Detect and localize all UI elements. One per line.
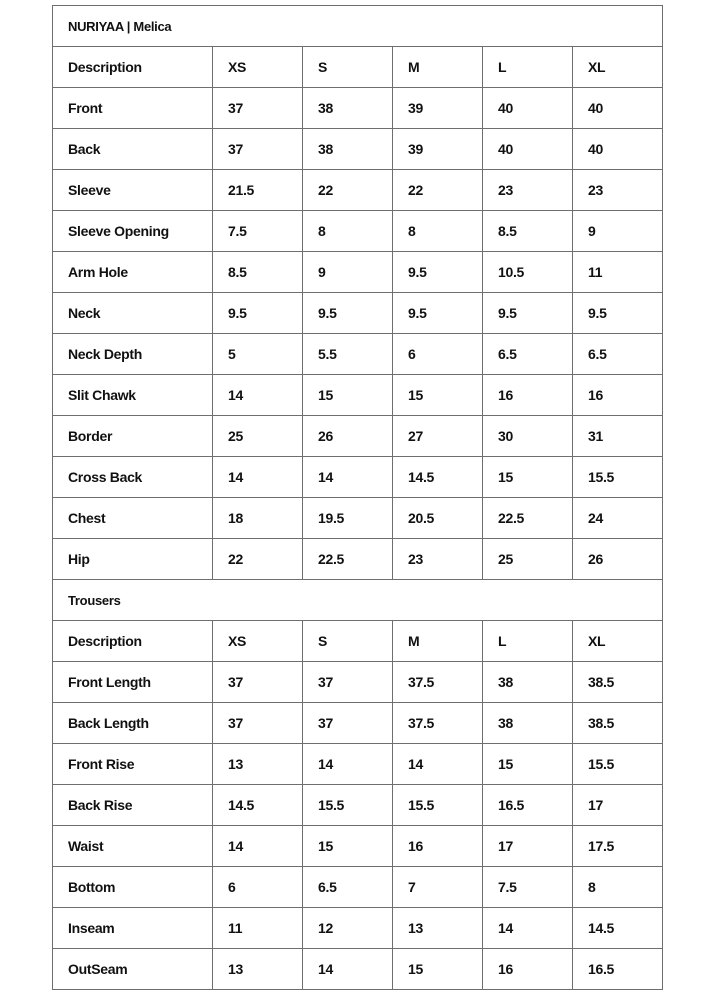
measurement-value: 8 <box>393 211 483 252</box>
measurement-value: 5.5 <box>303 334 393 375</box>
measurement-value: 14 <box>303 949 393 990</box>
trousers-title-row <box>53 580 663 621</box>
column-header-size-xs: XS <box>213 47 303 88</box>
measurement-value: 25 <box>213 416 303 457</box>
measurement-label: Border <box>53 416 213 457</box>
measurement-value: 16.5 <box>483 785 573 826</box>
measurement-value: 37.5 <box>393 662 483 703</box>
measurement-value: 7 <box>393 867 483 908</box>
measurement-label: Chest <box>53 498 213 539</box>
measurement-value: 19.5 <box>303 498 393 539</box>
measurement-value: 15 <box>483 744 573 785</box>
measurement-value: 37 <box>213 129 303 170</box>
measurement-value: 11 <box>573 252 663 293</box>
table-row <box>53 375 663 416</box>
measurement-value: 24 <box>573 498 663 539</box>
measurement-value: 6 <box>393 334 483 375</box>
measurement-value: 17 <box>483 826 573 867</box>
measurement-label: Sleeve <box>53 170 213 211</box>
measurement-value: 13 <box>213 744 303 785</box>
table-row <box>53 785 663 826</box>
measurement-value: 8.5 <box>483 211 573 252</box>
measurement-value: 14 <box>303 744 393 785</box>
table-row <box>53 498 663 539</box>
measurement-label: Slit Chawk <box>53 375 213 416</box>
title-row <box>53 6 663 47</box>
measurement-value: 9.5 <box>573 293 663 334</box>
size-chart-table <box>52 5 663 990</box>
measurement-value: 9.5 <box>213 293 303 334</box>
measurement-label: Hip <box>53 539 213 580</box>
measurement-value: 38.5 <box>573 703 663 744</box>
size-chart-body <box>53 6 663 990</box>
measurement-value: 7.5 <box>213 211 303 252</box>
measurement-value: 17.5 <box>573 826 663 867</box>
column-header-size-m: M <box>393 621 483 662</box>
measurement-value: 11 <box>213 908 303 949</box>
measurement-value: 38 <box>303 129 393 170</box>
measurement-label: Front <box>53 88 213 129</box>
measurement-value: 38 <box>483 662 573 703</box>
measurement-value: 30 <box>483 416 573 457</box>
table-row <box>53 334 663 375</box>
measurement-value: 38 <box>303 88 393 129</box>
measurement-value: 6.5 <box>573 334 663 375</box>
measurement-value: 21.5 <box>213 170 303 211</box>
measurement-value: 16 <box>573 375 663 416</box>
measurement-value: 7.5 <box>483 867 573 908</box>
measurement-label: Back <box>53 129 213 170</box>
measurement-value: 14.5 <box>573 908 663 949</box>
table-row <box>53 826 663 867</box>
measurement-value: 14 <box>213 826 303 867</box>
measurement-label: OutSeam <box>53 949 213 990</box>
measurement-value: 9.5 <box>483 293 573 334</box>
chart-title: NURIYAA | Melica <box>53 6 663 47</box>
measurement-value: 16 <box>393 826 483 867</box>
measurement-value: 9.5 <box>393 252 483 293</box>
section-title-trousers: Trousers <box>53 580 663 621</box>
measurement-value: 22 <box>213 539 303 580</box>
column-header-size-l: L <box>483 47 573 88</box>
measurement-value: 6.5 <box>303 867 393 908</box>
column-header-description: Description <box>53 621 213 662</box>
table-row <box>53 293 663 334</box>
measurement-value: 22.5 <box>483 498 573 539</box>
measurement-value: 13 <box>393 908 483 949</box>
table-row <box>53 252 663 293</box>
measurement-label: Front Length <box>53 662 213 703</box>
measurement-value: 6.5 <box>483 334 573 375</box>
measurement-label: Front Rise <box>53 744 213 785</box>
column-header-size-s: S <box>303 621 393 662</box>
measurement-value: 39 <box>393 88 483 129</box>
measurement-value: 25 <box>483 539 573 580</box>
measurement-value: 9.5 <box>393 293 483 334</box>
table-row <box>53 949 663 990</box>
measurement-label: Back Rise <box>53 785 213 826</box>
measurement-value: 15 <box>303 375 393 416</box>
measurement-value: 14.5 <box>393 457 483 498</box>
measurement-label: Back Length <box>53 703 213 744</box>
measurement-value: 8.5 <box>213 252 303 293</box>
measurement-label: Sleeve Opening <box>53 211 213 252</box>
measurement-value: 40 <box>573 88 663 129</box>
table-row <box>53 662 663 703</box>
measurement-value: 16 <box>483 949 573 990</box>
measurement-value: 15 <box>483 457 573 498</box>
measurement-label: Inseam <box>53 908 213 949</box>
table-row <box>53 211 663 252</box>
measurement-value: 16.5 <box>573 949 663 990</box>
measurement-value: 37 <box>213 88 303 129</box>
column-header-size-xl: XL <box>573 47 663 88</box>
table-row <box>53 908 663 949</box>
measurement-value: 40 <box>483 129 573 170</box>
measurement-value: 14 <box>303 457 393 498</box>
measurement-value: 37 <box>213 662 303 703</box>
table-row <box>53 867 663 908</box>
measurement-value: 15.5 <box>303 785 393 826</box>
table-row <box>53 703 663 744</box>
measurement-value: 39 <box>393 129 483 170</box>
column-header-description: Description <box>53 47 213 88</box>
trousers-header-row <box>53 621 663 662</box>
measurement-value: 37 <box>213 703 303 744</box>
measurement-value: 22 <box>303 170 393 211</box>
measurement-value: 8 <box>303 211 393 252</box>
column-header-size-xl: XL <box>573 621 663 662</box>
measurement-value: 23 <box>483 170 573 211</box>
measurement-value: 22 <box>393 170 483 211</box>
measurement-value: 14 <box>483 908 573 949</box>
measurement-value: 16 <box>483 375 573 416</box>
column-header-size-s: S <box>303 47 393 88</box>
column-header-size-m: M <box>393 47 483 88</box>
measurement-value: 37 <box>303 703 393 744</box>
measurement-value: 37 <box>303 662 393 703</box>
measurement-value: 38.5 <box>573 662 663 703</box>
measurement-value: 31 <box>573 416 663 457</box>
measurement-label: Neck <box>53 293 213 334</box>
measurement-value: 17 <box>573 785 663 826</box>
top-header-row <box>53 47 663 88</box>
table-row <box>53 416 663 457</box>
measurement-value: 40 <box>483 88 573 129</box>
measurement-value: 14.5 <box>213 785 303 826</box>
measurement-value: 9.5 <box>303 293 393 334</box>
measurement-value: 6 <box>213 867 303 908</box>
measurement-value: 15 <box>303 826 393 867</box>
table-row <box>53 539 663 580</box>
measurement-value: 15.5 <box>393 785 483 826</box>
measurement-value: 23 <box>573 170 663 211</box>
table-row <box>53 129 663 170</box>
measurement-value: 38 <box>483 703 573 744</box>
measurement-value: 26 <box>573 539 663 580</box>
table-row <box>53 88 663 129</box>
measurement-value: 9 <box>573 211 663 252</box>
measurement-value: 14 <box>213 457 303 498</box>
measurement-value: 14 <box>213 375 303 416</box>
measurement-value: 20.5 <box>393 498 483 539</box>
measurement-value: 15 <box>393 949 483 990</box>
column-header-size-l: L <box>483 621 573 662</box>
measurement-label: Cross Back <box>53 457 213 498</box>
measurement-value: 12 <box>303 908 393 949</box>
table-row <box>53 170 663 211</box>
column-header-size-xs: XS <box>213 621 303 662</box>
measurement-value: 23 <box>393 539 483 580</box>
measurement-value: 26 <box>303 416 393 457</box>
measurement-label: Bottom <box>53 867 213 908</box>
measurement-value: 27 <box>393 416 483 457</box>
measurement-value: 18 <box>213 498 303 539</box>
measurement-value: 8 <box>573 867 663 908</box>
measurement-value: 15.5 <box>573 457 663 498</box>
measurement-value: 40 <box>573 129 663 170</box>
measurement-value: 10.5 <box>483 252 573 293</box>
measurement-value: 5 <box>213 334 303 375</box>
measurement-label: Arm Hole <box>53 252 213 293</box>
measurement-value: 37.5 <box>393 703 483 744</box>
table-row <box>53 744 663 785</box>
measurement-value: 15.5 <box>573 744 663 785</box>
measurement-value: 22.5 <box>303 539 393 580</box>
measurement-value: 14 <box>393 744 483 785</box>
measurement-value: 9 <box>303 252 393 293</box>
measurement-value: 15 <box>393 375 483 416</box>
measurement-label: Waist <box>53 826 213 867</box>
measurement-label: Neck Depth <box>53 334 213 375</box>
measurement-value: 13 <box>213 949 303 990</box>
table-row <box>53 457 663 498</box>
